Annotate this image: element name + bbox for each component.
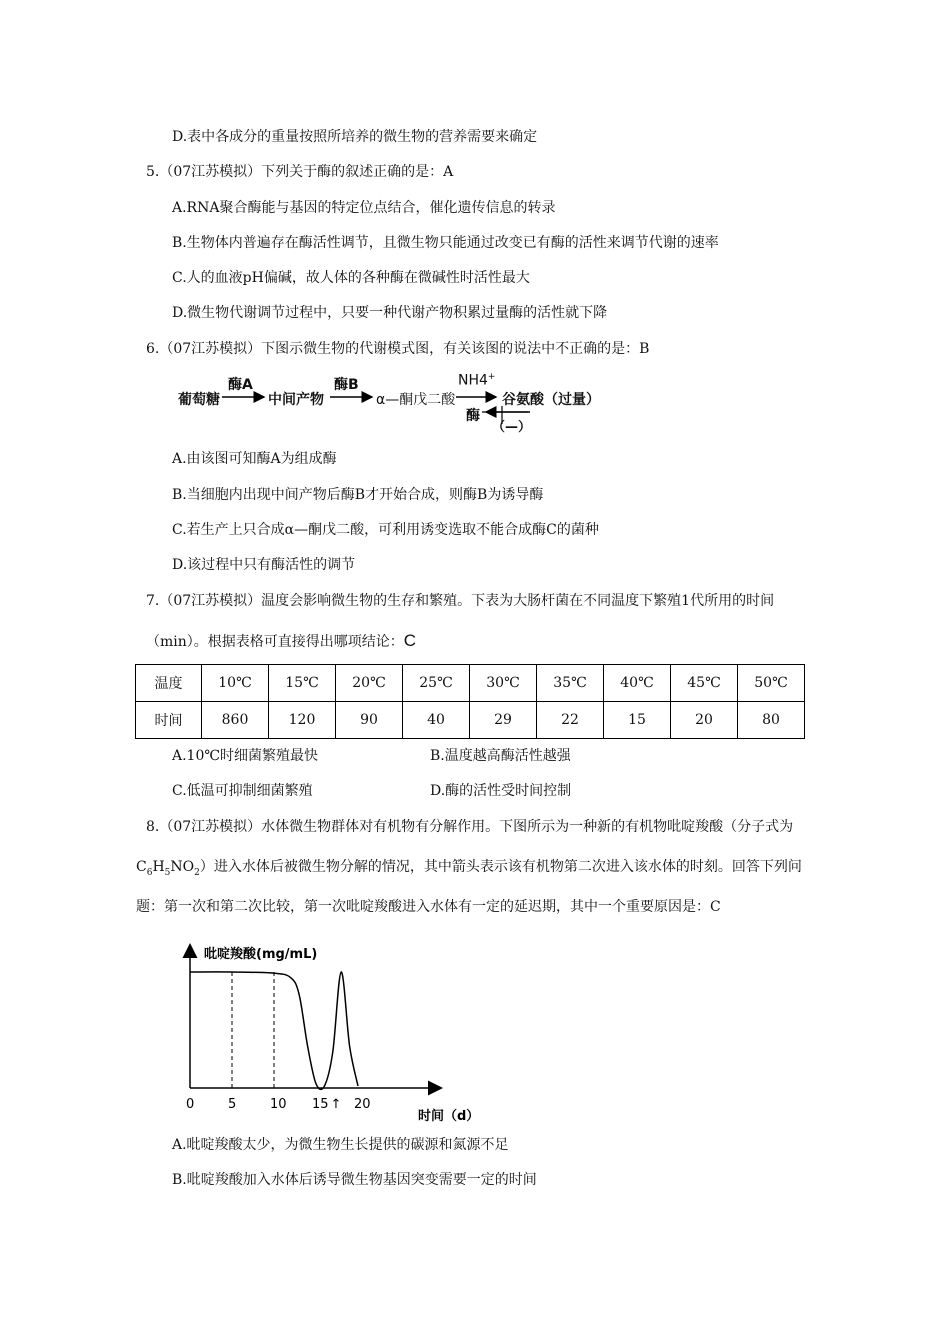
q6-option-c: C.若生产上只合成α—酮戊二酸，可利用诱变选取不能合成酶C的菌种 (172, 522, 599, 538)
q7-option-b: B.温度越高酶活性越强 (430, 748, 571, 764)
q6-option-a: A.由该图可知酶A为组成酶 (172, 451, 337, 467)
q7-stem-line1: 7.（07江苏模拟）温度会影响微生物的生存和繁殖。下表为大肠杆菌在不同温度下繁殖1代所用的时间 (146, 593, 775, 609)
q5-option-c: C.人的血液pH偏碱，故人体的各种酶在微碱性时活性最大 (172, 270, 530, 286)
q8-option-b: B.吡啶羧酸加入水体后诱导微生物基因突变需要一定的时间 (172, 1172, 537, 1188)
table-cell: 20℃ (336, 665, 403, 702)
table-row (136, 702, 805, 739)
enzyme-b-label: 酶B (334, 377, 359, 393)
q8-stem-line1: 8.（07江苏模拟）水体微生物群体对有机物有分解作用。下图所示为一种新的有机物吡啶羧酸（分子式为 (146, 819, 794, 835)
molecular-formula: $C_6H_5NO_2$ (136, 859, 200, 878)
temperature-table (135, 664, 805, 739)
intermediate-label: 中间产物 (268, 392, 324, 408)
q6-stem: 6.（07江苏模拟）下图示微生物的代谢模式图，有关该图的说法中不正确的是：B (146, 341, 650, 357)
feedback-inhibition-label: （—） (492, 420, 532, 435)
second-entry-arrow: ↑ (330, 1097, 342, 1112)
q5-option-b: B.生物体内普遍存在酶活性调节，且微生物只能通过改变已有酶的活性来调节代谢的速率 (172, 235, 719, 251)
table-cell: 20 (671, 702, 738, 739)
q5-stem: 5.（07江苏模拟）下列关于酶的叙述正确的是：A (146, 164, 454, 180)
table-row-label: 时间 (136, 702, 202, 739)
x-axis-label: 时间（d） (418, 1109, 480, 1124)
table-cell: 30℃ (470, 665, 537, 702)
table-cell: 120 (269, 702, 336, 739)
metabolic-pathway-diagram (178, 372, 618, 438)
q6-option-b: B.当细胞内出现中间产物后酶B才开始合成，则酶B为诱导酶 (172, 487, 544, 503)
table-cell: 40℃ (604, 665, 671, 702)
nh4-label: NH4+ (458, 372, 496, 389)
x-tick-label: 0 (186, 1097, 195, 1112)
table-cell: 50℃ (738, 665, 805, 702)
table-cell: 22 (537, 702, 604, 739)
q8-stem-line3: 题：第一次和第二次比较，第一次吡啶羧酸进入水体有一定的延迟期，其中一个重要原因是：C (136, 899, 721, 915)
enzyme-label: 酶 (466, 408, 480, 424)
q7-option-c: C.低温可抑制细菌繁殖 (172, 783, 313, 799)
table-cell: 90 (336, 702, 403, 739)
glucose-label: 葡萄糖 (178, 392, 220, 408)
table-row-label: 温度 (136, 665, 202, 702)
table-cell: 80 (738, 702, 805, 739)
q6-option-d: D.该过程中只有酶活性的调节 (172, 557, 356, 573)
alpha-keto-label: α—酮戊二酸 (376, 392, 456, 408)
table-cell: 860 (202, 702, 269, 739)
table-row (136, 665, 805, 702)
x-tick-label: 10 (270, 1097, 287, 1112)
table-cell: 15℃ (269, 665, 336, 702)
enzyme-a-label: 酶A (228, 377, 253, 393)
table-cell: 29 (470, 702, 537, 739)
q4-option-d: D.表中各成分的重量按照所培养的微生物的营养需要来确定 (172, 129, 538, 145)
q8-stem-line2: $C_6H_5NO_2$）进入水体后被微生物分解的情况，其中箭头表示该有机物第二次进入该水体的时刻。回答下列问 (136, 859, 802, 878)
table-cell: 10℃ (202, 665, 269, 702)
y-axis-label: 吡啶羧酸(mg/mL) (204, 947, 318, 962)
table-cell: 15 (604, 702, 671, 739)
table-cell: 45℃ (671, 665, 738, 702)
table-cell: 40 (403, 702, 470, 739)
q8-option-a: A.吡啶羧酸太少，为微生物生长提供的碳源和氮源不足 (172, 1137, 509, 1153)
x-tick-label: 20 (354, 1097, 371, 1112)
x-tick-label: 5 (228, 1097, 237, 1112)
pyridine-carboxylic-acid-chart (170, 936, 480, 1126)
x-tick-label: 15 (312, 1097, 329, 1112)
q5-option-a: A.RNA聚合酶能与基因的特定位点结合，催化遗传信息的转录 (172, 200, 556, 216)
q7-option-a: A.10℃时细菌繁殖最快 (172, 748, 319, 764)
q7-stem-line2: （min）。根据表格可直接得出哪项结论：C (146, 631, 417, 650)
table-cell: 25℃ (403, 665, 470, 702)
q5-option-d: D.微生物代谢调节过程中，只要一种代谢产物积累过量酶的活性就下降 (172, 305, 608, 321)
q7-option-d: D.酶的活性受时间控制 (430, 783, 572, 799)
glutamate-label: 谷氨酸（过量） (502, 392, 600, 408)
q7-answer: C (403, 631, 417, 650)
table-cell: 35℃ (537, 665, 604, 702)
